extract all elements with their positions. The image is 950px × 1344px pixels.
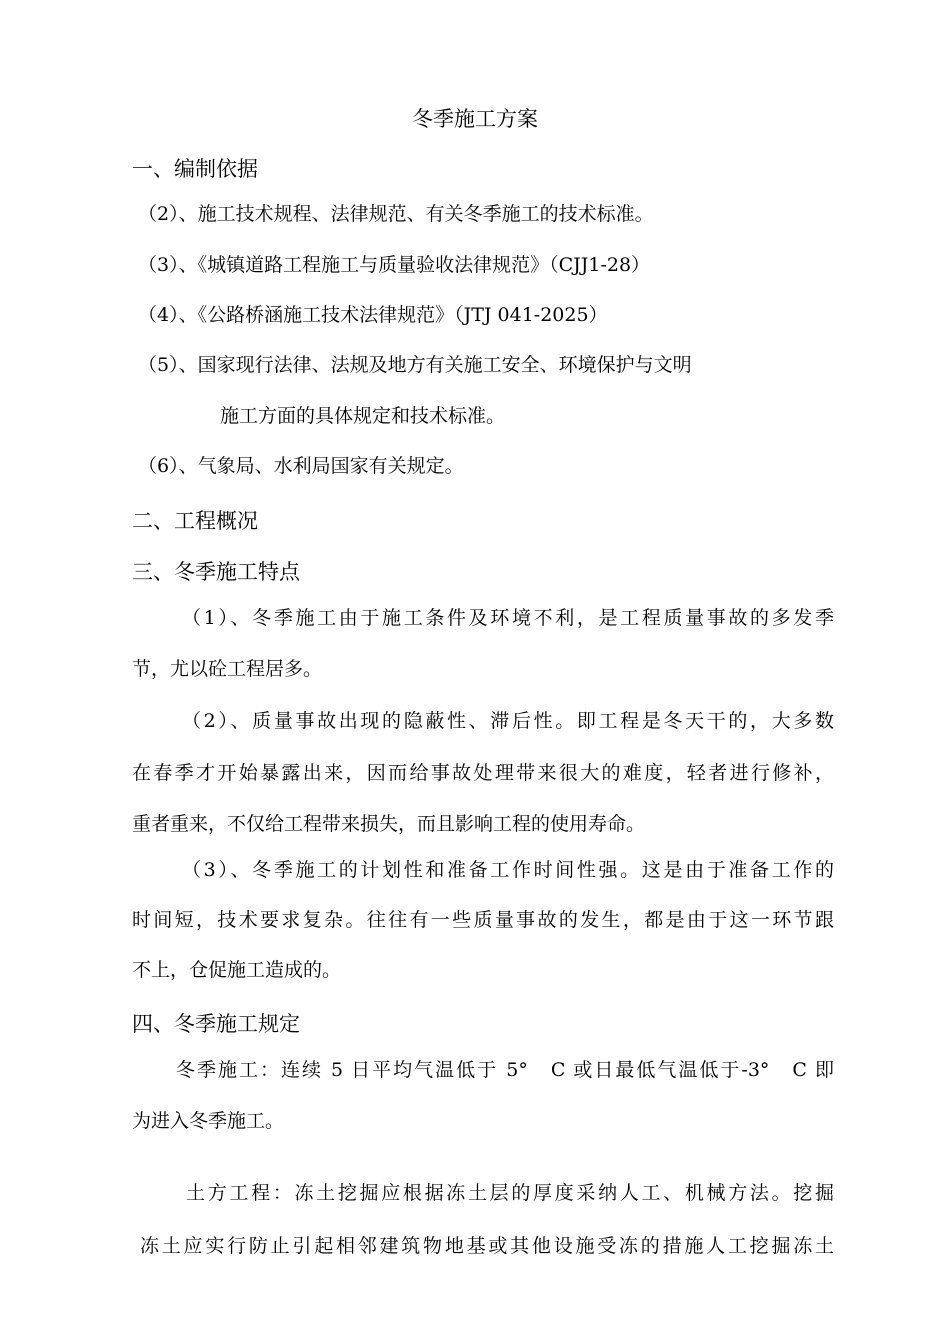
characteristic-2-line-3: 重者重来，不仅给工程带来损失，而且影响工程的使用寿命。 xyxy=(132,813,646,835)
characteristic-3-line-2: 时间短，技术要求复杂。往往有一些质量事故的发生，都是由于这一环节跟 xyxy=(132,909,834,931)
basis-item-4: （4）、《公路桥涵施工技术法律规范》（JTJ 041-2025） xyxy=(138,304,608,326)
earthwork-line-1: 土方工程：冻土挖掘应根据冻土层的厚度采纳人工、机械方法。挖掘 xyxy=(186,1182,834,1204)
section-heading-characteristics: 三、冬季施工特点 xyxy=(132,560,300,584)
basis-item-6: （6）、气象局、水利局国家有关规定。 xyxy=(138,455,464,477)
basis-item-2: （2）、施工技术规程、法律规范、有关冬季施工的技术标准。 xyxy=(138,203,654,225)
characteristic-3-line-1: （3）、冬季施工的计划性和准备工作时间性强。这是由于准备工作的 xyxy=(182,859,834,881)
section-heading-regulations: 四、冬季施工规定 xyxy=(132,1012,300,1036)
basis-item-5-continuation: 施工方面的具体规定和技术标准。 xyxy=(220,405,506,427)
earthwork-line-2: 冻土应实行防止引起相邻建筑物地基或其他设施受冻的措施人工挖掘冻土 xyxy=(140,1235,834,1257)
characteristic-2-line-2: 在春季才开始暴露出来，因而给事故处理带来很大的难度，轻者进行修补， xyxy=(132,762,834,784)
characteristic-3-line-3: 不上，仓促施工造成的。 xyxy=(132,959,342,981)
basis-item-3: （3）、《城镇道路工程施工与质量验收法律规范》（CJJ1-28） xyxy=(138,254,651,276)
regulation-line-2: 为进入冬季施工。 xyxy=(132,1110,285,1132)
section-heading-basis: 一、编制依据 xyxy=(132,157,258,181)
document-title: 冬季施工方案 xyxy=(412,107,538,131)
regulation-line-1: 冬季施工：连续 5 日平均气温低于 5° C 或日最低气温低于-3° C 即 xyxy=(176,1059,834,1081)
basis-item-5: （5）、国家现行法律、法规及地方有关施工安全、环境保护与文明 xyxy=(138,354,692,376)
section-heading-overview: 二、工程概况 xyxy=(132,509,258,533)
characteristic-2-line-1: （2）、质量事故出现的隐蔽性、滞后性。即工程是冬天干的，大多数 xyxy=(182,710,834,732)
characteristic-1-line-2: 节，尤以砼工程居多。 xyxy=(132,658,323,680)
characteristic-1-line-1: （1）、冬季施工由于施工条件及环境不利，是工程质量事故的多发季 xyxy=(182,607,834,629)
